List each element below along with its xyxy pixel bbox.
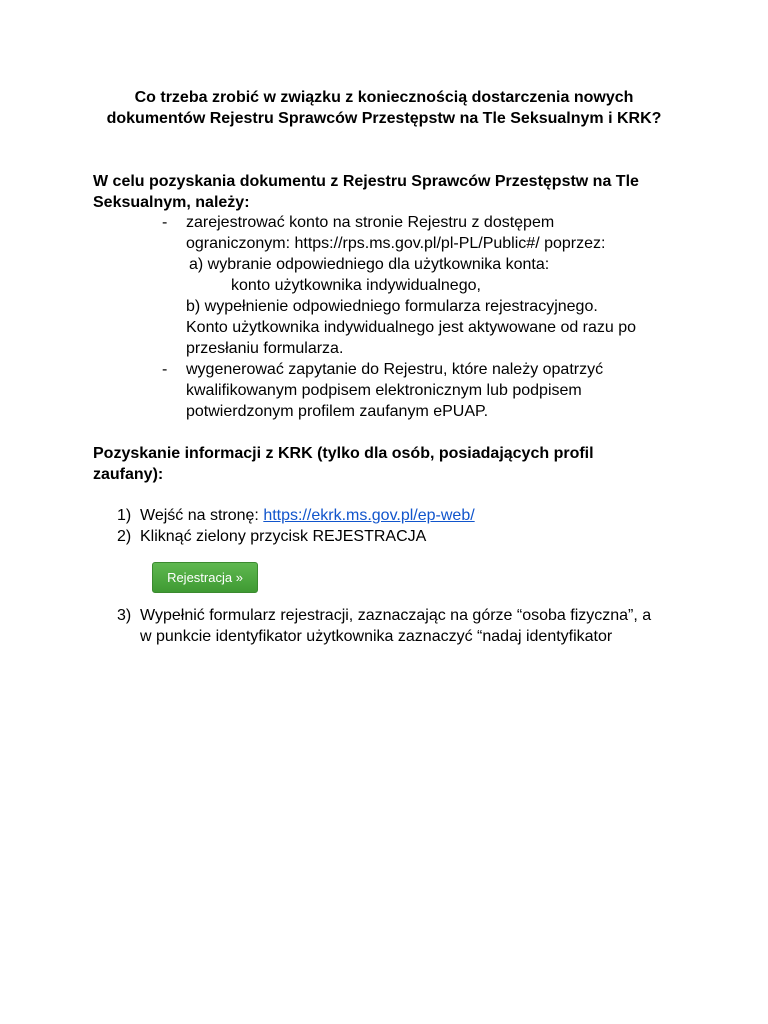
step-1-text: Wejść na stronę: (140, 507, 264, 524)
step-3-line-2: w punkcie identyfikator użytkownika zaznaczyć “nadaj identyfikator (140, 628, 613, 645)
step-1 (140, 505, 475, 526)
ekrk-link[interactable]: https://ekrk.ms.gov.pl/ep-web/ (263, 507, 475, 524)
step-2-text: Kliknąć zielony przycisk REJESTRACJA (140, 528, 427, 545)
bullet-1-line-6: Konto użytkownika indywidualnego jest aktywowane od razu po (186, 319, 637, 336)
bullet-2-line-3: potwierdzonym profilem zaufanym ePUAP. (186, 403, 489, 420)
step-1-number: 1) (117, 507, 132, 524)
page-title (60, 87, 708, 129)
rejestracja-button[interactable]: Rejestracja » (152, 562, 258, 593)
bullet-2-line-1: wygenerować zapytanie do Rejestru, które należy opatrzyć (186, 361, 604, 378)
section-2-heading-line-2: zaufany): (93, 466, 164, 483)
bullet-1-line-4: konto użytkownika indywidualnego, (231, 277, 481, 294)
step-2-number: 2) (117, 528, 132, 545)
bullet-1-line-1: zarejestrować konto na stronie Rejestru z dostępem (186, 214, 555, 231)
section-1-heading (93, 171, 693, 213)
section-2-heading (93, 443, 693, 485)
bullet-2-dash: - (162, 361, 168, 378)
bullet-1-dash: - (162, 214, 168, 231)
bullet-1-line-7: przesłaniu formularza. (186, 340, 344, 357)
title-line-2: dokumentów Rejestru Sprawców Przestępstw na Tle Seksualnym i KRK? (106, 110, 662, 127)
step-3-line-1: Wypełnić formularz rejestracji, zaznaczając na górze “osoba fizyczna”, a (140, 607, 652, 624)
bullet-1-line-5: b) wypełnienie odpowiedniego formularza rejestracyjnego. (186, 298, 598, 315)
step-3-number: 3) (117, 607, 132, 624)
section-1-heading-line-1: W celu pozyskania dokumentu z Rejestru Sprawców Przestępstw na Tle (93, 173, 639, 190)
title-line-1: Co trzeba zrobić w związku z koniecznością dostarczenia nowych (134, 89, 634, 106)
section-1-heading-line-2: Seksualnym, należy: (93, 194, 250, 211)
bullet-2-line-2: kwalifikowanym podpisem elektronicznym lub podpisem (186, 382, 582, 399)
bullet-1-line-2: ograniczonym: https://rps.ms.gov.pl/pl-PL/Public#/ poprzez: (186, 235, 606, 252)
bullet-1-line-3: a) wybranie odpowiedniego dla użytkownika konta: (189, 256, 550, 273)
section-2-heading-line-1: Pozyskanie informacji z KRK (tylko dla osób, posiadających profil (93, 445, 594, 462)
